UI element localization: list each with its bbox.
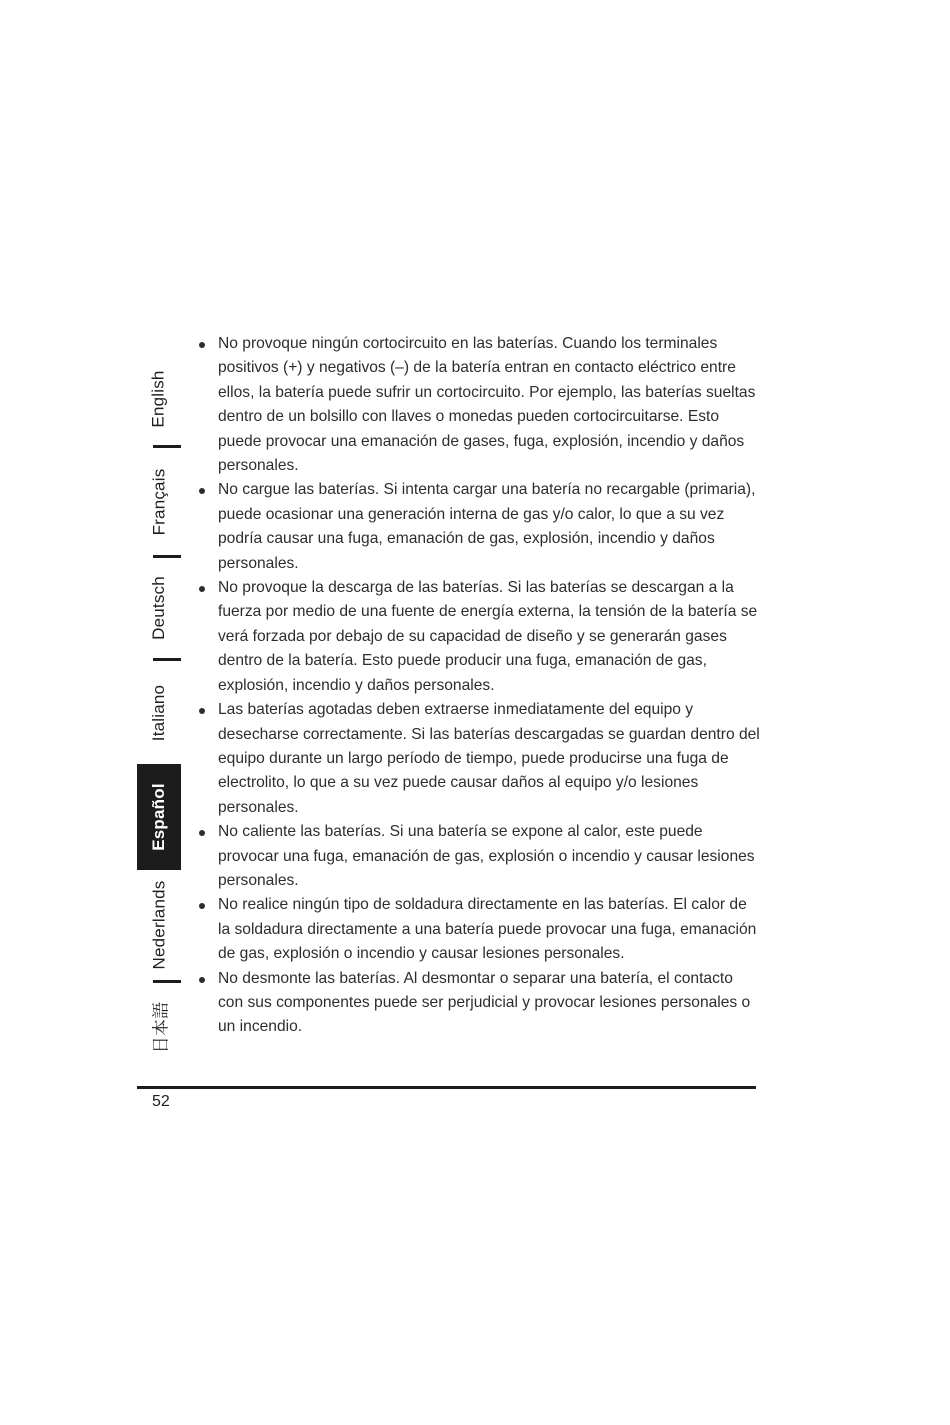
page-number: 52 (152, 1093, 170, 1110)
list-item-text: No caliente las baterías. Si una batería se expone al calor, este puede provocar una fuga, emanación de gas, explosión o incendio y causar lesiones personales. (218, 823, 755, 889)
bullet-icon (199, 977, 205, 983)
list-item (196, 698, 761, 820)
tab-label: English (149, 369, 169, 428)
safety-content (196, 332, 761, 1040)
list-item-text: No desmonte las baterías. Al desmontar o separar una batería, el contacto con sus componentes puede ser perjudicial y provocar lesiones personales o un incendio. (218, 969, 751, 1036)
language-sidebar (137, 352, 181, 1072)
tab-label: 日本語 (151, 1001, 171, 1054)
tab-label: Deutsch (149, 576, 169, 640)
bullet-icon (199, 488, 205, 494)
list-item-text: No provoque la descarga de las baterías. Si las baterías se descargan a la fuerza por medio de una fuente de energía externa, la tensión de la batería se verá forzada por debajo de su capacidad de diseño y se generarán gases dentro de la batería. Esto puede producir una fuga, emanación de gas, explosión, incendio y daños personales. (218, 579, 758, 694)
bullet-icon (199, 830, 205, 836)
tab-label: Español (149, 783, 168, 851)
tab-japanese[interactable] (137, 983, 181, 1072)
footer-rule (137, 1086, 756, 1089)
bullet-icon (199, 708, 205, 714)
list-item (196, 332, 761, 478)
list-item-text: No provoque ningún cortocircuito en las baterías. Cuando los terminales positivos (+) y negativos (–) de la batería entran en contacto eléctrico entre ellos, la batería puede sufrir un cortocircuito. Por ejemplo, las baterías sueltas dentro de un bolsillo con llaves o monedas pueden cortocircuitarse. Esto puede provocar una emanación de gases, fuga, explosión, incendio y daños personales. (218, 335, 756, 475)
tab-label: Nederlands (149, 880, 169, 970)
list-item (196, 967, 761, 1040)
bullet-icon (199, 903, 205, 909)
tab-label: Italiano (149, 684, 169, 741)
list-item-text: No realice ningún tipo de soldadura directamente en las baterías. El calor de la soldadura directamente a una batería puede provocar una fuga, emanación de gas, explosión o incendio y causar lesiones personales. (218, 896, 757, 963)
list-item (196, 478, 761, 576)
safety-bullet-list (196, 332, 761, 1040)
tab-nederlands[interactable] (137, 870, 181, 980)
tab-deutsch[interactable] (137, 558, 181, 658)
tab-label: Français (149, 468, 169, 535)
tab-espanol[interactable] (137, 764, 181, 870)
list-item-text: Las baterías agotadas deben extraerse inmediatamente del equipo y desecharse correctamente. Si las baterías descargadas se guardan dentro del equipo durante un largo período de tiempo, puede producirse una fuga de electrolito, lo que a su vez puede causar daños al equipo y/o lesiones personales. (218, 701, 760, 816)
tab-francais[interactable] (137, 448, 181, 555)
list-item (196, 576, 761, 698)
list-item (196, 820, 761, 893)
tab-english[interactable] (137, 352, 181, 445)
list-item-text: No cargue las baterías. Si intenta cargar una batería no recargable (primaria), puede ocasionar una generación interna de gas y/o calor, lo que a su vez podría causar una fuga, emanación de gas, explosión, incendio y daños personales. (218, 481, 756, 572)
bullet-icon (199, 342, 205, 348)
list-item (196, 893, 761, 966)
tab-italiano[interactable] (137, 661, 181, 764)
bullet-icon (199, 586, 205, 592)
